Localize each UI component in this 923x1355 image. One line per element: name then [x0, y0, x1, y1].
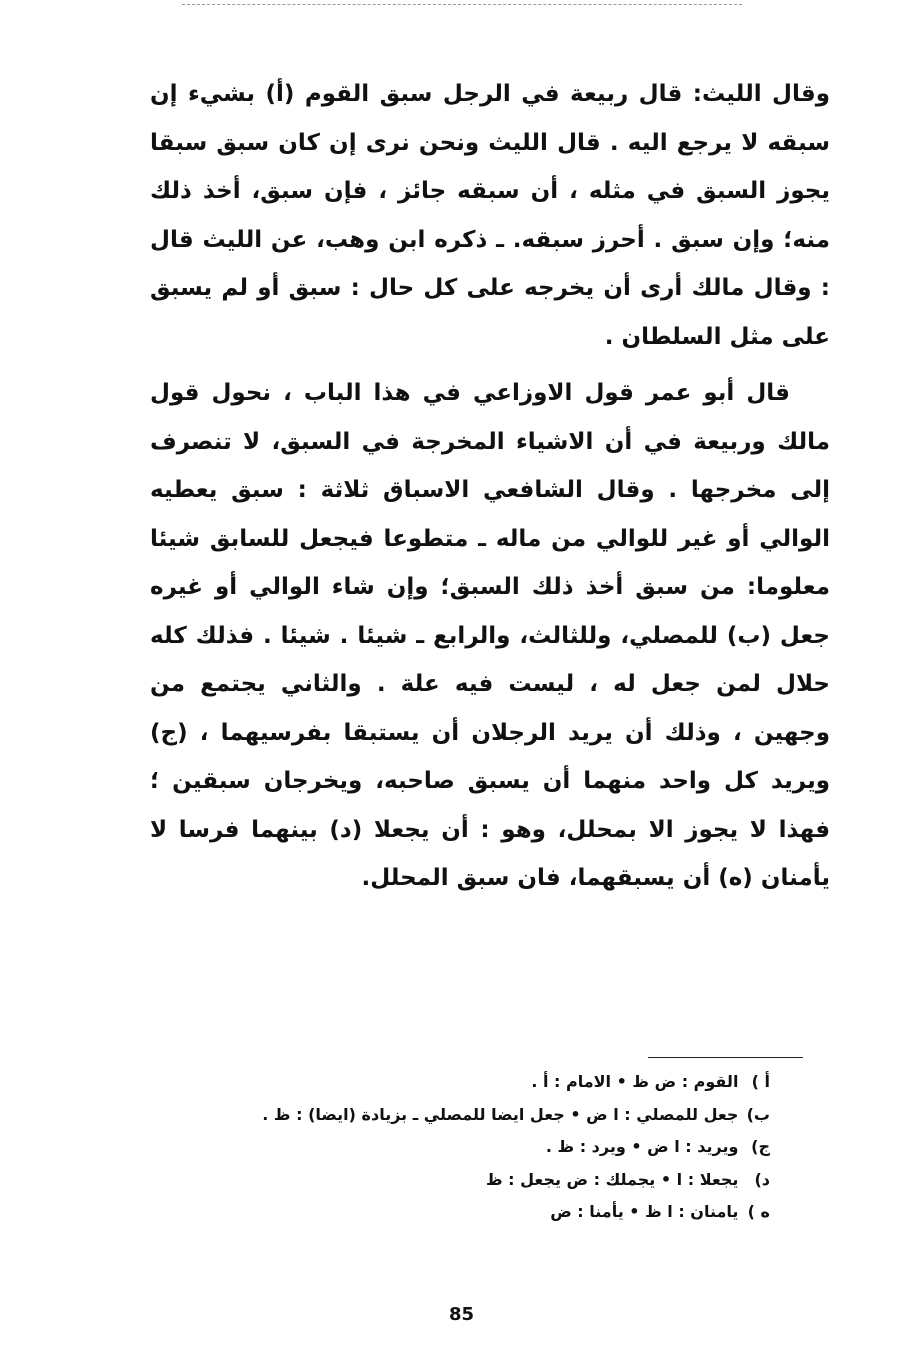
- footnote-separator: [648, 1057, 803, 1058]
- footnote-label: أ ): [751, 1072, 770, 1091]
- footnotes-list: [150, 1066, 770, 1229]
- paragraph-1: وقال الليث: قال ربيعة في الرجل سبق القوم (أ) بشيء إن سبقه لا يرجع اليه . قال الليث ونحن نرى إن كان سبق سبقا يجوز السبق في مثله ، أن سبقه جائز ، فإن سبق، أخذ ذلك منه؛ وإن سبق . أحرز سبقه. ـ ذكره ابن وهب، عن الليث قال : وقال مالك أرى أن يخرجه على كل حال : سبق أو لم يسبق على مثل السلطان .: [150, 81, 830, 350]
- footnote-item: [150, 1066, 770, 1099]
- footnote-item: [150, 1131, 770, 1164]
- footnote-text: القوم : ض ظ • الامام : أ .: [531, 1072, 739, 1091]
- footnote-item: [150, 1164, 770, 1197]
- footnote-item: [150, 1099, 770, 1132]
- footnote-item: [150, 1196, 770, 1229]
- footnote-text: يامنان : ا ظ • يأمنا : ض: [550, 1202, 739, 1221]
- footnote-label: ج): [751, 1137, 770, 1156]
- footnote-label: د): [754, 1169, 770, 1189]
- footnote-label: ب): [746, 1104, 770, 1124]
- page-body: [150, 70, 830, 903]
- footnote-text: يجعلا : ا • يجملك : ض يجعل : ظ: [485, 1169, 739, 1189]
- footnote-text: جعل للمصلي : ا ض • جعل ايضا للمصلي ـ بزيادة (ايضا) : ظ .: [262, 1104, 739, 1124]
- paragraph-2: قال أبو عمر قول الاوزاعي في هذا الباب ، نحول قول مالك وربيعة في أن الاشياء المخرجة في السبق، لا تنصرف إلى مخرجها . وقال الشافعي الاسباق ثلاثة : سبق يعطيه الوالي أو غير للوالي من ماله ـ متطوعا فيجعل للسابق شيئا معلوما: من سبق أخذ ذلك السبق؛ وإن شاء الوالي أو غيره جعل (ب) للمصلي، وللثالث، والرابع ـ شيئا . شيئا . فذلك كله حلال لمن جعل له ، ليست فيه علة . والثاني يجتمع من وجهين ، وذلك أن يريد الرجلان أن يستبقا بفرسيهما ، (ج) ويريد كل واحد منهما أن يسبق صاحبه، ويخرجان سبقين ؛ فهذا لا يجوز الا بمحلل، وهو : أن يجعلا (د) بينهما فرسا لا يأمنان (ه) أن يسبقهما، فان سبق المحلل.: [150, 380, 830, 891]
- footnote-text: ويريد : ا ض • ويرد : ظ .: [545, 1137, 739, 1156]
- page-number: 85: [448, 1304, 475, 1325]
- top-dashed-rule: [182, 4, 742, 5]
- footnote-label: ه ): [747, 1202, 770, 1221]
